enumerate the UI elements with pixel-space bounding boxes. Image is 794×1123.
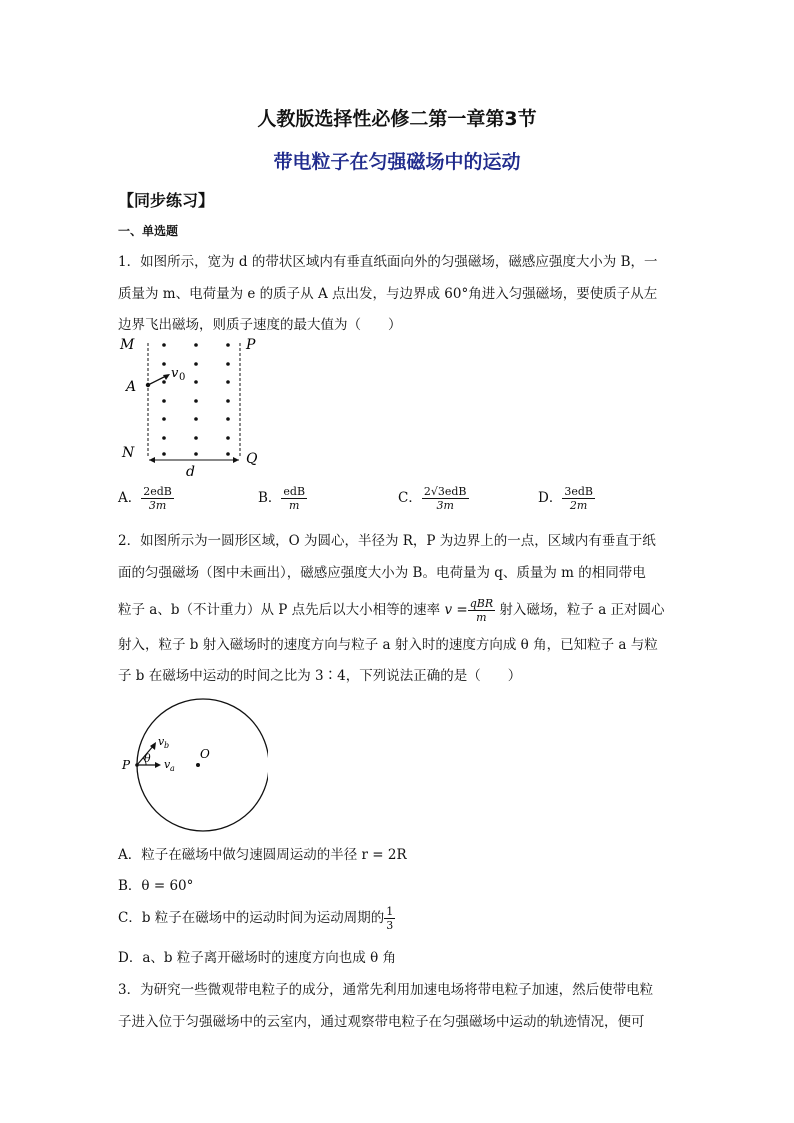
option-label: B． <box>258 490 282 506</box>
q2-line-2: 面的匀强磁场（图中未画出），磁感应强度大小为 B。电荷量为 q、质量为 m 的相同带电 <box>118 565 646 581</box>
label-a: A <box>126 379 137 395</box>
label-m: M <box>120 337 135 353</box>
subsection-heading: 一、单选题 <box>118 224 179 238</box>
q2-line-3-text: 粒子 a、b（不计重力）从 P 点先后以大小相等的速率 <box>118 602 441 618</box>
option-fraction: $\frac{\text{3edB}}{2m}$ <box>564 485 593 512</box>
q2-option-c[interactable] <box>118 905 395 932</box>
section-heading: 【同步练习】 <box>118 191 215 210</box>
q2-line-3-tail: 射入磁场，粒子 a 正对圆心 <box>499 602 665 618</box>
q1-line-3: 边界飞出磁场，则质子速度的最大值为（ ） <box>118 317 402 333</box>
label-p: P <box>122 758 131 772</box>
q1-line-1: 1．如图所示，宽为 d 的带状区域内有垂直纸面向外的匀强磁场，磁感应强度大小为 B，一 <box>118 254 658 270</box>
option-label: D． <box>538 490 563 506</box>
width-arrow-left <box>149 457 155 463</box>
q1-option-a[interactable] <box>118 485 174 512</box>
label-theta: θ <box>144 752 151 765</box>
label-n: N <box>122 445 135 461</box>
option-label: C． <box>398 490 422 506</box>
q2-option-b[interactable]: B．θ = 60° <box>118 878 194 894</box>
speed-formula: v = $\frac{\text{qBR}}{m}$ <box>444 597 494 624</box>
q1-field-figure <box>118 335 278 480</box>
q2-option-a[interactable]: A．粒子在磁场中做匀速圆周运动的半径 r = 2R <box>118 847 407 863</box>
field-dots <box>162 343 230 456</box>
q2-circle-figure <box>118 695 268 833</box>
label-vb-sub: b <box>164 741 170 750</box>
q3-line-2: 子进入位于匀强磁场中的云室内，通过观察带电粒子在匀强磁场中运动的轨迹情况，便可 <box>118 1014 645 1030</box>
q3-line-1: 3．为研究一些微观带电粒子的成分，通常先利用加速电场将带电粒子加速，然后使带电粒 <box>118 982 654 998</box>
document-subtitle: 带电粒子在匀强磁场中的运动 <box>273 151 521 173</box>
center-o <box>196 763 200 767</box>
label-v0: v <box>171 366 179 381</box>
va-arrow-head <box>155 762 161 768</box>
option-fraction: $\frac{\text{2edB}}{3m}$ <box>143 485 172 512</box>
label-q: Q <box>246 451 258 467</box>
label-o: O <box>200 747 210 761</box>
option-label: A． <box>118 490 142 506</box>
q2-option-d[interactable]: D．a、b 粒子离开磁场时的速度方向也成 θ 角 <box>118 950 397 966</box>
label-d: d <box>186 464 195 480</box>
width-arrow-right <box>233 457 239 463</box>
q2-line-3 <box>118 597 665 624</box>
q2-line-5: 子 b 在磁场中运动的时间之比为 3∶4，下列说法正确的是（ ） <box>118 668 522 684</box>
label-va: v <box>164 758 171 771</box>
label-v0-sub: 0 <box>179 372 186 383</box>
label-p: P <box>246 337 256 353</box>
document-title: 人教版选择性必修二第一章第3节 <box>257 108 537 130</box>
q2-line-4: 射入，粒子 b 射入磁场时的速度方向与粒子 a 射入时的速度方向成 θ 角，已知粒子 a 与粒 <box>118 637 658 653</box>
q2-option-c-text: C．b 粒子在磁场中的运动时间为运动周期的 <box>118 910 385 926</box>
q1-option-b[interactable] <box>258 485 307 512</box>
label-vb: v <box>158 735 165 748</box>
q1-line-2: 质量为 m、电荷量为 e 的质子从 A 点出发，与边界成 60°角进入匀强磁场，要使质子从左 <box>118 286 658 302</box>
q1-option-c[interactable] <box>398 485 469 512</box>
q2-line-1: 2．如图所示为一圆形区域，O 为圆心，半径为 R，P 为边界上的一点，区域内有垂直于纸 <box>118 533 656 549</box>
label-va-sub: a <box>170 764 175 773</box>
q1-option-d[interactable] <box>538 485 595 512</box>
option-fraction: $\frac{\text{2√3edB}}{3m}$ <box>423 485 467 512</box>
q2-option-c-fraction: $\frac{1}{3}$ <box>386 905 394 932</box>
option-fraction: $\frac{\text{edB}}{m}$ <box>283 485 306 512</box>
